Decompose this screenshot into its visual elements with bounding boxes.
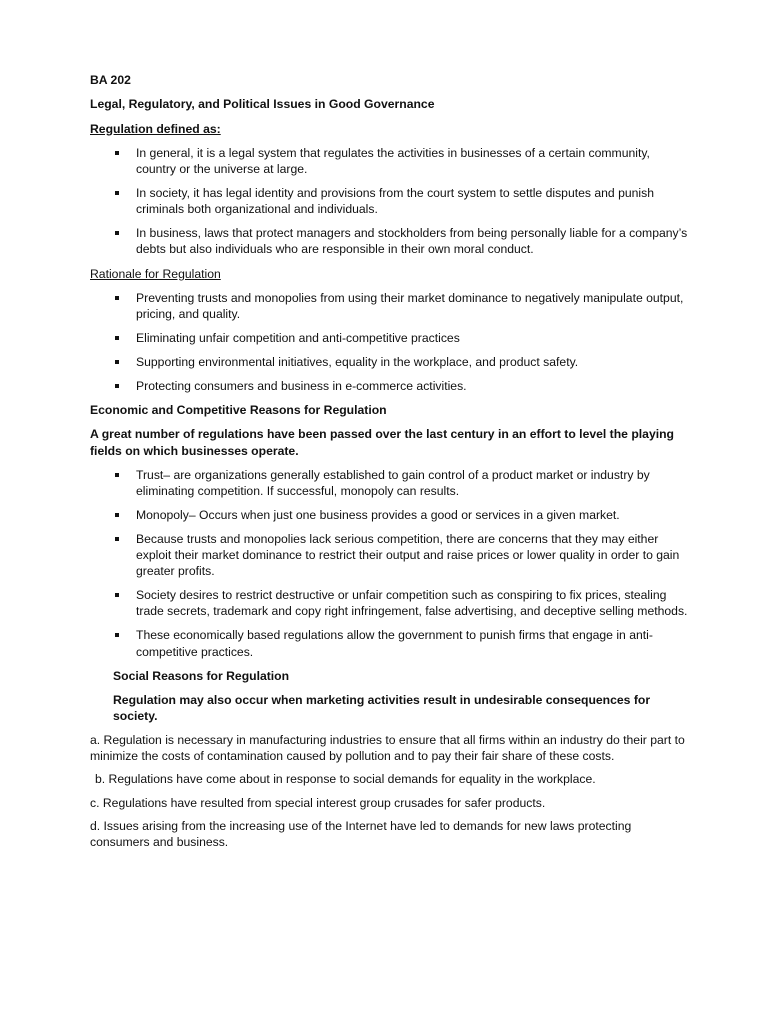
- square-bullet-icon: [115, 336, 119, 340]
- list-item: Monopoly– Occurs when just one business provides a good or services in a given market.: [90, 507, 690, 523]
- social-point-d: d. Issues arising from the increasing use of the Internet have led to demands for new laws protecting consumers and business.: [90, 818, 632, 850]
- document-body: [90, 72, 690, 850]
- square-bullet-icon: [115, 384, 119, 388]
- list-item: Because trusts and monopolies lack serious competition, there are concerns that they may either exploit their market dominance to restrict their output and raise prices or lower quality in order to gain greater profits.: [90, 531, 690, 580]
- rationale-list: [90, 290, 690, 394]
- square-bullet-icon: [115, 360, 119, 364]
- economic-heading: Economic and Competitive Reasons for Regulation: [90, 402, 387, 417]
- social-point-c: c. Regulations have resulted from special interest group crusades for safer products.: [90, 795, 546, 810]
- square-bullet-icon: [115, 473, 119, 477]
- list-item: Supporting environmental initiatives, equality in the workplace, and product safety.: [90, 354, 690, 370]
- list-item: Protecting consumers and business in e-commerce activities.: [90, 378, 690, 394]
- square-bullet-icon: [115, 633, 119, 637]
- square-bullet-icon: [115, 191, 119, 195]
- list-item: In business, laws that protect managers and stockholders from being personally liable for a company’s debts but also individuals who are responsible in their own moral conduct.: [90, 225, 690, 258]
- list-item: Preventing trusts and monopolies from using their market dominance to negatively manipulate output, pricing, and quality.: [90, 290, 690, 323]
- square-bullet-icon: [115, 296, 119, 300]
- social-intro: Regulation may also occur when marketing activities result in undesirable consequences for society.: [113, 693, 651, 724]
- list-item: Society desires to restrict destructive or unfair competition such as conspiring to fix prices, stealing trade secrets, trademark and copy right infringement, false advertising, and deceptive selling methods.: [90, 587, 690, 620]
- rationale-heading: Rationale for Regulation: [90, 266, 221, 281]
- list-item: In general, it is a legal system that regulates the activities in businesses of a certain community, country or the universe at large.: [90, 145, 690, 178]
- regulation-defined-list: [90, 145, 690, 258]
- list-item: Trust– are organizations generally established to gain control of a product market or industry by eliminating competition. If successful, monopoly can results.: [90, 467, 690, 500]
- social-point-b: b. Regulations have come about in response to social demands for equality in the workplace.: [95, 772, 596, 787]
- square-bullet-icon: [115, 537, 119, 541]
- social-heading: Social Reasons for Regulation: [113, 668, 290, 683]
- square-bullet-icon: [115, 151, 119, 155]
- list-item: Eliminating unfair competition and anti-competitive practices: [90, 330, 690, 346]
- social-point-a: a. Regulation is necessary in manufacturing industries to ensure that all firms within an industry do their part to minimize the costs of contamination caused by pollution and to pay their fair share of these costs.: [90, 732, 685, 763]
- economic-list: [90, 467, 690, 660]
- list-item: In society, it has legal identity and provisions from the court system to settle disputes and punish criminals both organizational and individuals.: [90, 185, 690, 218]
- list-item: These economically based regulations allow the government to punish firms that engage in anti-competitive practices.: [90, 627, 690, 660]
- economic-intro: A great number of regulations have been passed over the last century in an effort to level the playing fields on which businesses operate.: [90, 427, 675, 458]
- square-bullet-icon: [115, 513, 119, 517]
- square-bullet-icon: [115, 593, 119, 597]
- course-code: BA 202: [90, 73, 131, 87]
- square-bullet-icon: [115, 231, 119, 235]
- regulation-defined-heading: Regulation defined as:: [90, 121, 221, 136]
- document-title: Legal, Regulatory, and Political Issues in Good Governance: [90, 97, 435, 112]
